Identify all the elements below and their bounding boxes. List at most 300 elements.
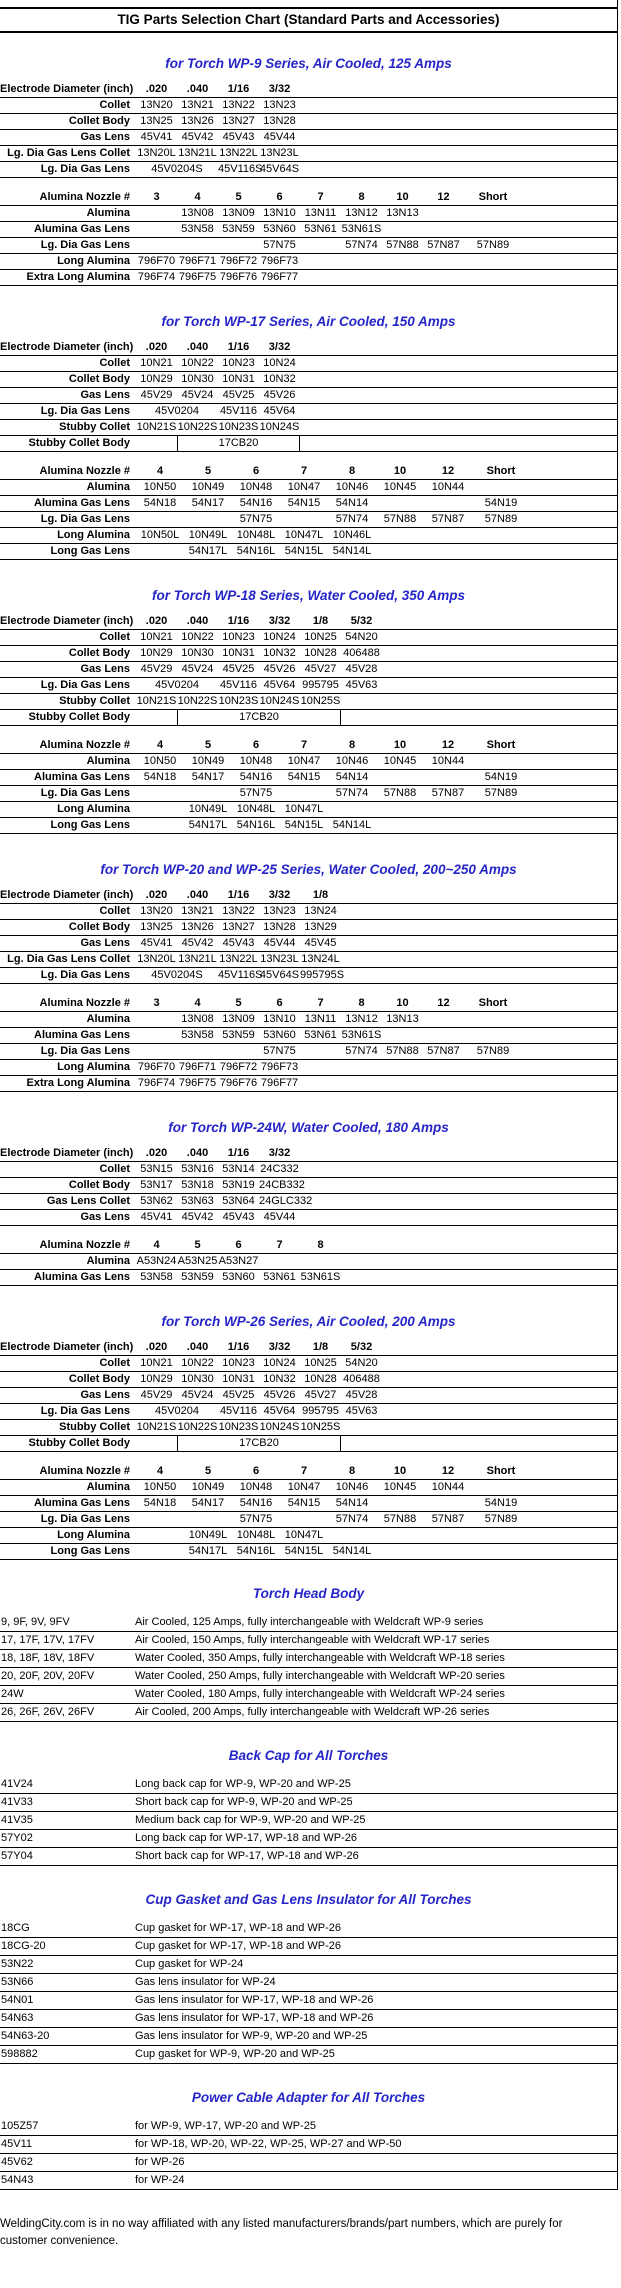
part-number-cell: 45V29 [140,1389,173,1401]
part-number: 9, 9F, 9V, 9FV [1,1616,70,1628]
part-number-cell: 13N10 [263,207,296,219]
column-header: 8 [348,465,356,477]
part-number-cell: 54N14L [332,1545,372,1557]
parts-table [0,1146,617,1226]
part-number-cell: 57N88 [383,787,417,799]
parts-table-row [0,1372,617,1388]
part-number-cell: 54N18 [143,771,177,783]
parts-table [0,614,617,726]
row-label: Alumina Gas Lens [34,1271,130,1283]
part-number-cell: 406488 [343,1373,380,1385]
parts-table-row [0,436,617,452]
part-number-cell: 13N20 [140,905,173,917]
parts-table-row [0,952,617,968]
part-description: Air Cooled, 150 Amps, fully interchangeable with Weldcraft WP-17 series [135,1634,490,1646]
row-label: Collet [99,1163,130,1175]
part-number-cell: 10N44 [431,755,465,767]
part-number: 54N63 [1,2012,34,2024]
part-number-cell: 796F71 [178,255,217,267]
part-number-cell: 54N15L [284,1545,324,1557]
part-number-cell: 57N89 [476,239,510,251]
table-header-label: Electrode Diameter (inch) [0,1341,134,1353]
part-number-cell: 57N88 [386,239,419,251]
part-number-cell: 57N74 [335,1513,369,1525]
row-label: Stubby Collet Body [28,711,130,723]
row-label: Alumina [86,1013,130,1025]
part-number-cell: 54N14L [332,545,372,557]
column-header: 5 [204,739,212,751]
part-number-cell: 45V64 [263,1405,296,1417]
part-number-cell: 54N17L [188,545,228,557]
row-label: Collet Body [68,1373,130,1385]
row-label: Long Alumina [57,255,130,267]
part-number-cell: 54N16L [236,1545,276,1557]
parts-table-header-row [0,190,617,206]
torch-section [0,56,617,286]
part-number-cell: 13N20L [137,147,176,159]
torch-section-heading: for Torch WP-9 Series, Air Cooled, 125 Amps [165,56,452,71]
part-number-cell: 54N20 [345,631,378,643]
accessory-row [0,2028,617,2046]
column-header: 4 [156,465,164,477]
parts-table-row [0,786,617,802]
parts-table-row [0,802,617,818]
parts-table-row [0,770,617,786]
row-label: Lg. Dia Gas Lens [40,239,130,251]
parts-table-header-row [0,1464,617,1480]
torch-section [0,862,617,1092]
part-number-cell: 53N59 [222,223,255,235]
table-header-label: Alumina Nozzle # [39,1465,130,1477]
part-number-cell: 45V26 [263,663,296,675]
parts-table-row [0,662,617,678]
accessory-row [0,1992,617,2010]
parts-table-row [0,904,617,920]
part-number-cell: 10N24 [263,357,296,369]
part-number-cell: 45V0204S [151,969,203,981]
part-number-cell: 53N59 [181,1271,214,1283]
column-header: 4 [194,997,201,1009]
row-label: Alumina [86,1481,130,1493]
part-number-cell: 10N49 [191,481,225,493]
row-label: Collet [99,99,130,111]
row-label: Collet Body [68,1179,130,1191]
part-number-cell: 57N88 [383,513,417,525]
part-number-cell: 796F75 [178,1077,217,1089]
column-header: 4 [156,1465,164,1477]
part-number: 24W [1,1688,24,1700]
column-header: 12 [441,465,455,477]
part-number-cell: 45V0204 [154,679,200,691]
part-number-cell: 53N61S [341,223,382,235]
part-number-cell: 57N74 [345,239,378,251]
accessory-section-heading: Power Cable Adapter for All Torches [191,2090,426,2105]
part-number-cell: 53N58 [181,1029,214,1041]
part-number-cell: 10N49 [191,1481,225,1493]
part-number: 18CG [1,1922,30,1934]
part-number-cell: 54N19 [484,1497,518,1509]
part-number-cell: 10N50 [143,1481,177,1493]
column-header: 5 [204,465,212,477]
part-number-cell: 10N24S [259,421,300,433]
part-number-cell: 13N22L [219,147,258,159]
accessory-row [0,1632,617,1650]
part-number-cell: 45V63 [345,1405,378,1417]
part-number-cell: 54N16L [236,545,276,557]
part-number-cell: 45V29 [140,389,173,401]
disclaimer-text: WeldingCity.com is in no way affiliated with any listed manufacturers/brands/part numbers, which are purely for customer convenience. [0,2218,563,2247]
part-number-cell: 57N75 [239,513,273,525]
row-label: Gas Lens Collet [46,1195,130,1207]
part-number-cell: 54N18 [143,497,177,509]
parts-table-row [0,512,617,528]
column-header: 5 [235,191,242,203]
part-number-cell: 53N60 [263,1029,296,1041]
part-number-cell: 10N48 [239,1481,273,1493]
parts-table-row [0,98,617,114]
part-number-cell: 53N61S [341,1029,382,1041]
torch-section [0,588,617,834]
accessory-row [0,1830,617,1848]
part-number: 598882 [1,2048,38,2060]
column-header: 3/32 [268,889,291,901]
parts-table-row [0,694,617,710]
part-number-cell: 10N22 [181,357,214,369]
part-number-cell: 57N89 [484,787,518,799]
row-label: Gas Lens [80,131,130,143]
part-number-cell: 45V24 [181,389,214,401]
part-number-cell: 10N45 [383,481,417,493]
part-description: Air Cooled, 125 Amps, fully interchangeable with Weldcraft WP-9 series [135,1616,484,1628]
row-label: Gas Lens [80,937,130,949]
torch-section-heading: for Torch WP-20 and WP-25 Series, Water Cooled, 200~250 Amps [100,862,517,877]
part-number-cell: 53N62 [140,1195,173,1207]
row-label: Lg. Dia Gas Lens [40,679,130,691]
part-number-cell: 13N13 [386,207,419,219]
part-description: for WP-18, WP-20, WP-22, WP-25, WP-27 and WP-50 [135,2138,402,2150]
row-label: Alumina [86,207,130,219]
parts-table [0,340,617,452]
part-number-cell: 13N08 [181,207,214,219]
parts-table [0,1464,617,1560]
part-description: Gas lens insulator for WP-17, WP-18 and WP-26 [135,1994,374,2006]
part-number-cell: 10N23 [222,1357,255,1369]
column-header: 5 [204,1465,212,1477]
torch-section-heading: for Torch WP-17 Series, Air Cooled, 150 Amps [161,314,456,329]
part-number-cell: 10N50 [143,755,177,767]
row-label: Stubby Collet Body [28,1437,130,1449]
part-number-cell: 10N32 [263,373,296,385]
part-number-cell: 24C332 [260,1163,299,1175]
part-number: 45V62 [1,2156,33,2168]
table-header-label: Electrode Diameter (inch) [0,83,134,95]
column-header: 7 [300,1465,308,1477]
part-number-cell: 13N22L [219,953,258,965]
accessory-row [0,2136,617,2154]
part-number-cell: 10N25 [304,631,337,643]
accessory-row [0,2154,617,2172]
part-number-cell: 57N87 [431,1513,465,1525]
part-number: 57Y04 [1,1850,33,1862]
parts-table-row [0,130,617,146]
part-number-cell: 10N21S [136,695,177,707]
part-number-cell: 796F77 [260,271,299,283]
part-number-cell: 796F71 [178,1061,217,1073]
part-number-cell: 17CB20 [177,1436,341,1451]
row-label: Collet Body [68,921,130,933]
parts-table-row [0,496,617,512]
row-label: Alumina [86,755,130,767]
part-number-cell: 45V43 [222,131,255,143]
column-header: 6 [276,997,283,1009]
part-number-cell: 13N21L [178,953,217,965]
part-number-cell: 57N87 [431,513,465,525]
parts-table-row [0,936,617,952]
part-number-cell: 45V64 [263,405,296,417]
part-number-cell: 45V24 [181,1389,214,1401]
column-header: Short [486,465,516,477]
parts-table-row [0,1480,617,1496]
part-number-cell: 10N24S [259,695,300,707]
part-description: Cup gasket for WP-24 [135,1958,244,1970]
part-number-cell: 53N60 [222,1271,255,1283]
parts-table-header-row [0,340,617,356]
torch-section-heading: for Torch WP-24W, Water Cooled, 180 Amps [168,1120,449,1135]
column-header: 7 [300,739,308,751]
part-number-cell: 13N20 [140,99,173,111]
part-number-cell: 10N29 [140,647,173,659]
parts-table-row [0,528,617,544]
part-number-cell: 54N15 [287,497,321,509]
column-header: .040 [186,889,209,901]
accessory-section [0,2090,617,2190]
part-number-cell: 10N21S [136,421,177,433]
part-number-cell: 45V26 [263,1389,296,1401]
parts-table-row [0,162,617,178]
part-number-cell: 45V28 [345,1389,378,1401]
accessory-row [0,1776,617,1794]
column-header: 6 [252,1465,260,1477]
part-number-cell: 796F76 [219,271,258,283]
part-number-cell: 10N49L [188,529,228,541]
part-description: Short back cap for WP-9, WP-20 and WP-25 [135,1796,353,1808]
parts-table [0,464,617,560]
part-number-cell: 10N22 [181,631,214,643]
part-number-cell: 54N19 [484,497,518,509]
part-number: 41V33 [1,1796,33,1808]
parts-table-row [0,818,617,834]
part-number-cell: 10N25S [300,1421,341,1433]
part-number-cell: 57N75 [263,1045,296,1057]
column-header: Short [486,1465,516,1477]
part-number-cell: 13N09 [222,1013,255,1025]
part-number-cell: 45V44 [263,131,296,143]
column-header: 8 [317,1239,324,1251]
accessory-row [0,1668,617,1686]
parts-table-row [0,1420,617,1436]
parts-table-row [0,1436,617,1452]
part-number-cell: 995795S [300,969,345,981]
parts-table-row [0,146,617,162]
part-number-cell: 10N32 [263,647,296,659]
table-header-label: Electrode Diameter (inch) [0,1147,134,1159]
part-number-cell: 995795 [302,679,339,691]
row-label: Lg. Dia Gas Lens [40,787,130,799]
parts-table-header-row [0,1238,617,1254]
part-description: Air Cooled, 200 Amps, fully interchangeable with Weldcraft WP-26 series [135,1706,490,1718]
part-number-cell: 54N17L [188,1545,228,1557]
row-label: Lg. Dia Gas Lens [40,1405,130,1417]
column-header: .020 [145,1341,168,1353]
column-header: 1/16 [227,889,250,901]
row-label: Gas Lens [80,1211,130,1223]
parts-table-row [0,372,617,388]
row-label: Extra Long Alumina [26,271,130,283]
part-description: Long back cap for WP-9, WP-20 and WP-25 [135,1778,351,1790]
part-number-cell: 45V116S [218,163,263,175]
part-number-cell: 10N31 [222,373,255,385]
part-number: 45V11 [1,2138,32,2150]
part-number-cell: 45V27 [304,1389,337,1401]
accessory-list [0,1776,617,1866]
part-number-cell: 45V116 [219,405,258,417]
part-number-cell: 10N48 [239,755,273,767]
part-number-cell: 10N48 [239,481,273,493]
parts-table [0,996,617,1092]
parts-table-row [0,238,617,254]
row-label: Collet [99,631,130,643]
part-number-cell: 53N58 [181,223,214,235]
part-number: 54N43 [1,2174,34,2186]
torch-section-heading: for Torch WP-26 Series, Air Cooled, 200 Amps [161,1314,456,1329]
parts-table [0,888,617,984]
part-number-cell: 13N21 [181,99,214,111]
part-number-cell: 13N22 [222,99,255,111]
accessory-row [0,1686,617,1704]
parts-table-row [0,920,617,936]
part-number: 105Z57 [1,2120,39,2132]
row-label: Collet Body [68,115,130,127]
part-number-cell: 13N09 [222,207,255,219]
part-number-cell: 45V43 [222,937,255,949]
part-number-cell: 13N21L [178,147,217,159]
part-number-cell: 10N28 [304,1373,337,1385]
column-header: 10 [393,1465,407,1477]
part-number-cell: 54N20 [345,1357,378,1369]
accessory-row [0,1920,617,1938]
column-header: 12 [437,191,450,203]
part-number-cell: 10N47L [284,803,324,815]
part-number-cell: 54N14L [332,819,372,831]
part-number-cell: 13N26 [181,115,214,127]
part-number-cell: 13N27 [222,921,255,933]
part-number-cell: 10N44 [431,481,465,493]
part-number-cell: 796F72 [219,1061,258,1073]
row-label: Long Gas Lens [50,545,130,557]
part-number-cell: 57N87 [431,787,465,799]
row-label: Collet [99,1357,130,1369]
parts-table-header-row [0,996,617,1012]
part-number-cell: 57N88 [383,1513,417,1525]
part-number: 53N22 [1,1958,34,1970]
part-number-cell: 10N46 [335,755,369,767]
part-number-cell: 10N23S [218,695,259,707]
part-number-cell: 13N13 [386,1013,419,1025]
part-number-cell: 796F70 [137,255,176,267]
column-header: .040 [186,341,209,353]
part-number-cell: 10N47L [284,529,324,541]
column-header: 1/16 [227,1341,250,1353]
part-number-cell: 54N17L [188,819,228,831]
part-number-cell: 10N30 [181,647,214,659]
column-header: 4 [194,191,201,203]
parts-table-row [0,1512,617,1528]
column-header: 7 [317,191,324,203]
part-number-cell: 10N30 [181,1373,214,1385]
row-label: Stubby Collet Body [28,437,130,449]
row-label: Alumina Gas Lens [34,771,130,783]
column-header: 1/8 [312,1341,329,1353]
row-label: Stubby Collet [59,695,130,707]
table-header-label: Electrode Diameter (inch) [0,341,134,353]
column-header: 5/32 [350,1341,373,1353]
accessory-row [0,1812,617,1830]
part-number-cell: 10N24 [263,631,296,643]
part-number-cell: 54N16 [239,771,273,783]
parts-table-row [0,1544,617,1560]
part-number-cell: 10N25S [300,695,341,707]
accessory-row [0,2046,617,2064]
row-label: Stubby Collet [59,421,130,433]
column-header: .020 [145,83,168,95]
accessory-section-heading: Torch Head Body [252,1586,365,1601]
part-number: 54N63-20 [1,2030,50,2042]
column-header: 4 [156,739,164,751]
column-header: 1/16 [227,1147,250,1159]
column-header: 7 [300,465,308,477]
part-number-cell: 45V0204 [154,1405,200,1417]
part-number-cell: 54N18 [143,1497,177,1509]
part-number-cell: 13N23L [260,147,299,159]
parts-table-row [0,1044,617,1060]
column-header: 10 [396,997,409,1009]
row-label: Collet Body [68,647,130,659]
part-number-cell: 10N47 [287,755,321,767]
parts-table-row [0,968,617,984]
part-number-cell: 45V41 [140,1211,173,1223]
part-number-cell: 13N12 [345,1013,378,1025]
part-number-cell: 13N11 [304,207,337,219]
part-description: Medium back cap for WP-9, WP-20 and WP-25 [135,1814,366,1826]
part-number-cell: 53N60 [263,223,296,235]
table-header-label: Alumina Nozzle # [39,191,130,203]
accessory-section [0,1748,617,1866]
parts-table-row [0,222,617,238]
part-number-cell: 10N49L [188,803,228,815]
part-number-cell: 54N16 [239,497,273,509]
column-header: 5 [194,1239,201,1251]
column-header: 10 [393,465,407,477]
parts-table-row [0,678,617,694]
part-number-cell: 45V42 [181,1211,214,1223]
accessory-list [0,1614,617,1722]
accessory-row [0,1938,617,1956]
part-number-cell: 57N87 [427,239,460,251]
parts-table [0,82,617,178]
column-header: 8 [348,739,356,751]
parts-table-row [0,1270,617,1286]
part-number-cell: 10N22S [177,421,218,433]
